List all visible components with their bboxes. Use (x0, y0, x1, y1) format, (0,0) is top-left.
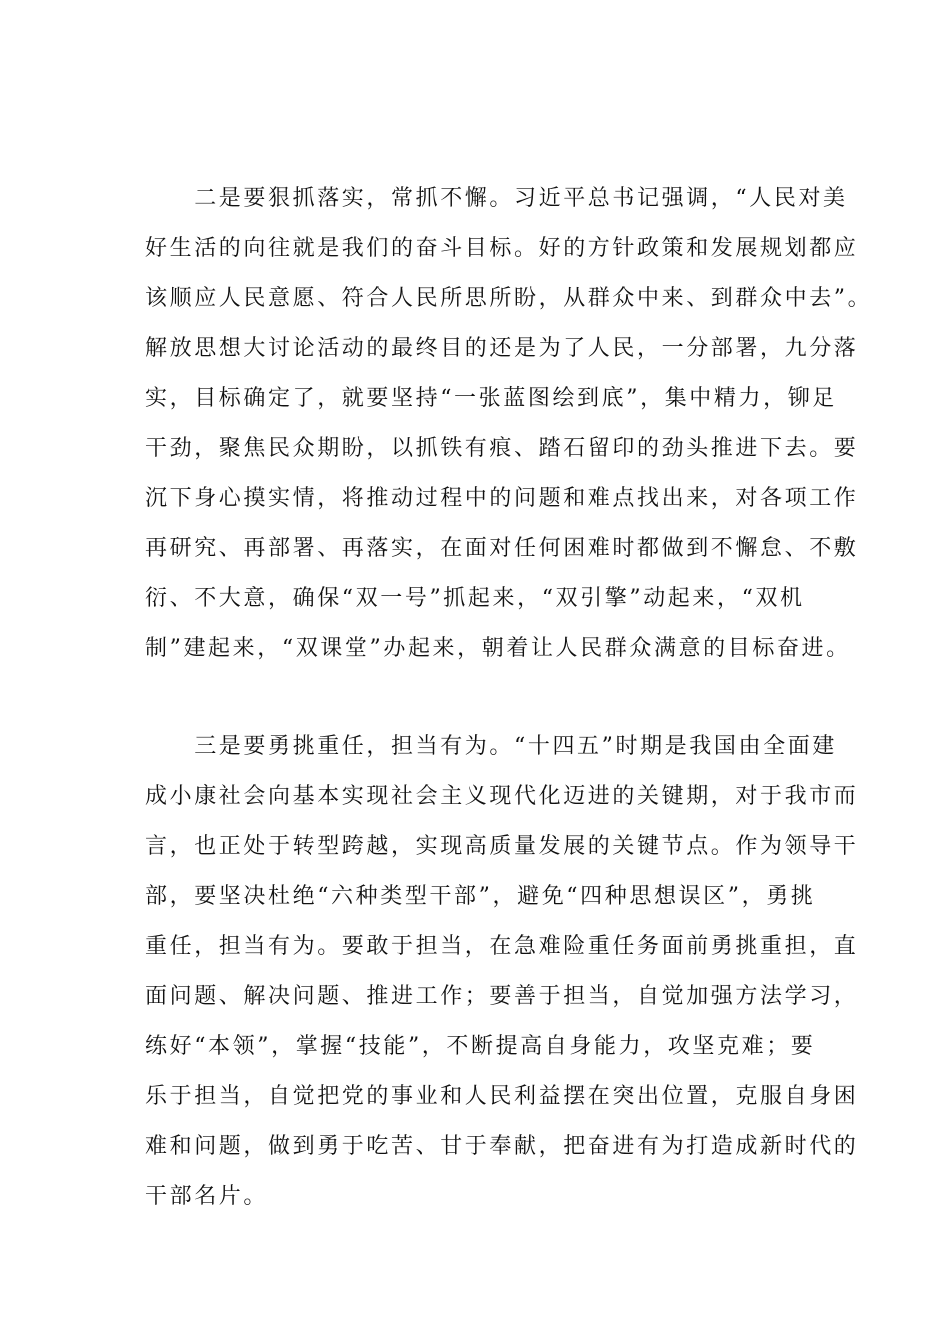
text-line: 成小康社会向基本实现社会主义现代化迈进的关键期，对于我市而 (145, 784, 859, 809)
text-line: 部，要坚决杜绝“六种类型干部”，避免“四种思想误区”，勇挑 (145, 884, 816, 909)
text-line: 衍、不大意，确保“双一号”抓起来，“双引擎”动起来，“双机 (145, 586, 805, 611)
text-line: 实，目标确定了，就要坚持“一张蓝图绘到底”，集中精力，铆足 (145, 386, 837, 411)
text-line: 好生活的向往就是我们的奋斗目标。好的方针政策和发展规划都应 (145, 236, 859, 261)
text-line: 干部名片。 (145, 1184, 269, 1209)
text-line: 重任，担当有为。要敢于担当，在急难险重任务面前勇挑重担，直 (145, 934, 859, 959)
text-line: 解放思想大讨论活动的最终目的还是为了人民，一分部署，九分落 (145, 336, 859, 361)
text-line: 练好“本领”，掌握“技能”，不断提高自身能力，攻坚克难；要 (145, 1034, 816, 1059)
text-line: 难和问题，做到勇于吃苦、甘于奉献，把奋进有为打造成新时代的 (145, 1134, 859, 1159)
text-line: 三是要勇挑重任，担当有为。“十四五”时期是我国由全面建 (145, 734, 837, 759)
text-line: 面问题、解决问题、推进工作；要善于担当，自觉加强方法学习， (145, 984, 859, 1009)
text-line: 制”建起来，“双课堂”办起来，朝着让人民群众满意的目标奋进。 (145, 636, 851, 661)
text-line: 二是要狠抓落实，常抓不懈。习近平总书记强调，“人民对美 (145, 186, 848, 211)
paragraph-three-is-responsibility (145, 722, 859, 1222)
paragraph-two-is-implementation (145, 174, 873, 674)
text-line: 沉下身心摸实情，将推动过程中的问题和难点找出来，对各项工作 (145, 486, 859, 511)
text-line: 言，也正处于转型跨越，实现高质量发展的关键节点。作为领导干 (145, 834, 859, 859)
text-line: 乐于担当，自觉把党的事业和人民利益摆在突出位置，克服自身困 (145, 1084, 859, 1109)
text-line: 该顺应人民意愿、符合人民所思所盼，从群众中来、到群众中去”。 (145, 286, 873, 311)
text-line: 再研究、再部署、再落实，在面对任何困难时都做到不懈怠、不敷 (145, 536, 859, 561)
text-line: 干劲，聚焦民众期盼，以抓铁有痕、踏石留印的劲头推进下去。要 (145, 436, 859, 461)
